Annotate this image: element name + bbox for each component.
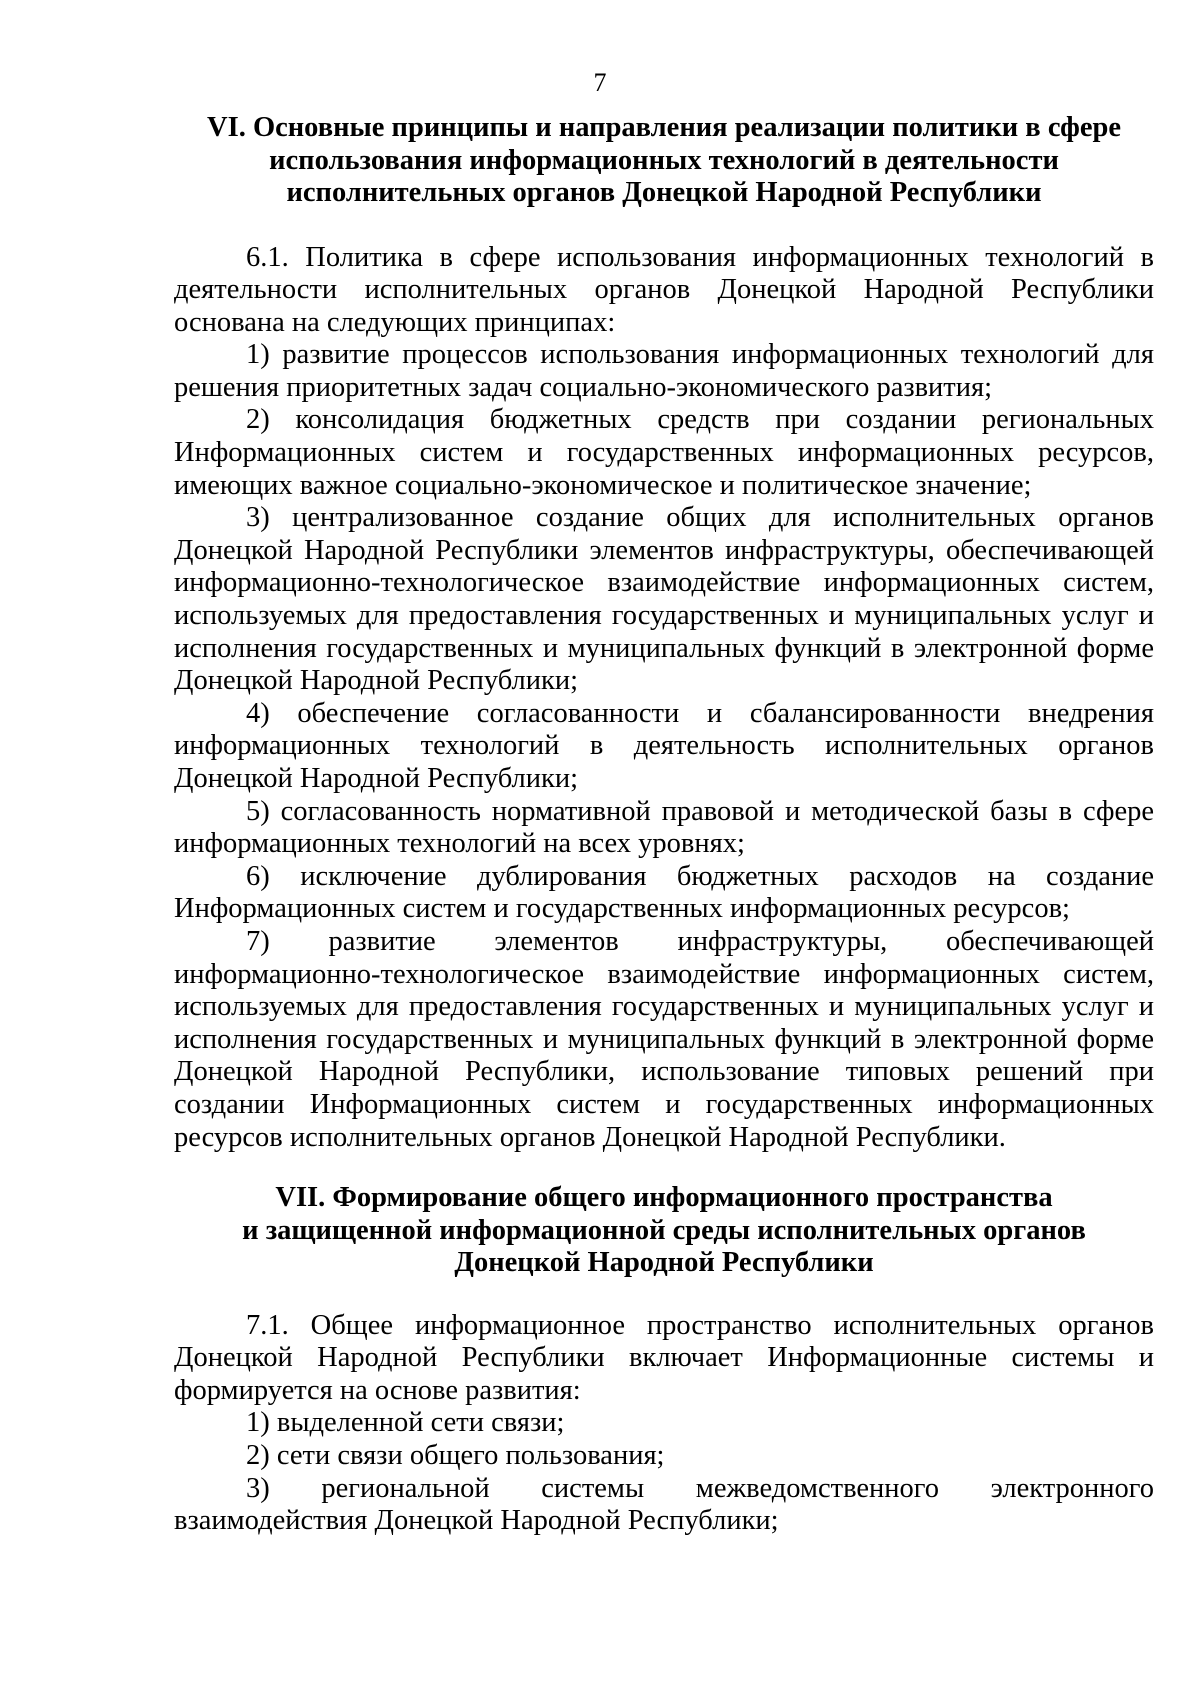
list-item-6-4: 4) обеспечение согласованности и сбалансированности внедрения информационных технологий в деятельность исполнительных органов Донецкой Народной Республики; bbox=[174, 697, 1154, 794]
paragraph-6-1: 6.1. Политика в сфере использования информационных технологий в деятельности исполнительных органов Донецкой Народной Республики основана на следующих принципах: bbox=[174, 241, 1154, 338]
list-item-6-1: 1) развитие процессов использования информационных технологий для решения приоритетных задач социально-экономического развития; bbox=[174, 339, 1154, 403]
list-item-6-7: 7) развитие элементов инфраструктуры, обеспечивающей информационно-технологическое взаимодействие информационных систем, используемых для предоставления государственных и муниципальных услуг и исполнения государственных и муниципальных функций в электронной форме Донецкой Народной Республики, использование типовых решений при создании Информационных систем и государственных информационных ресурсов исполнительных органов Донецкой Народной Республики. bbox=[174, 925, 1154, 1153]
section-7-body bbox=[174, 1310, 1154, 1538]
paragraph-7-1: 7.1. Общее информационное пространство исполнительных органов Донецкой Народной Республики включает Информационные системы и формируется на основе развития: bbox=[174, 1309, 1154, 1406]
section-6-heading bbox=[174, 112, 1154, 210]
section-6-heading-line: исполнительных органов Донецкой Народной Республики bbox=[286, 177, 1042, 208]
list-item-7-2: 2) сети связи общего пользования; bbox=[246, 1440, 665, 1471]
list-item-7-1: 1) выделенной сети связи; bbox=[246, 1407, 565, 1439]
list-item-6-5: 5) согласованность нормативной правовой и методической базы в сфере информационных технологий на всех уровнях; bbox=[174, 795, 1154, 860]
page-content bbox=[174, 112, 1154, 1538]
list-item-6-2: 2) консолидация бюджетных средств при создании региональных Информационных систем и государственных информационных ресурсов, имеющих важное социально-экономическое и политическое значение; bbox=[174, 404, 1154, 501]
section-7-heading-line: Донецкой Народной Республики bbox=[454, 1247, 874, 1279]
list-item-6-6: 6) исключение дублирования бюджетных расходов на создание Информационных систем и государственных информационных ресурсов; bbox=[174, 860, 1154, 925]
section-7-heading bbox=[174, 1182, 1154, 1280]
section-7-heading-line: и защищенной информационной среды исполнительных органов bbox=[242, 1214, 1086, 1246]
list-item-6-3: 3) централизованное создание общих для исполнительных органов Донецкой Народной Республики элементов инфраструктуры, обеспечивающей информационно-технологическое взаимодействие информационных систем, используемых для предоставления государственных и муниципальных услуг и исполнения государственных и муниципальных функций в электронной форме Донецкой Народной Республики; bbox=[174, 502, 1154, 697]
page-number: 7 bbox=[593, 68, 607, 97]
section-6-heading-line: использования информационных технологий в деятельности bbox=[269, 144, 1059, 176]
list-item-7-3: 3) региональной системы межведомственного электронного взаимодействия Донецкой Народной Республики; bbox=[174, 1472, 1154, 1537]
section-7-heading-line: VII. Формирование общего информационного пространства bbox=[275, 1182, 1053, 1214]
section-6-heading-line: VI. Основные принципы и направления реализации политики в сфере bbox=[207, 112, 1121, 143]
section-6-body bbox=[174, 242, 1154, 1155]
